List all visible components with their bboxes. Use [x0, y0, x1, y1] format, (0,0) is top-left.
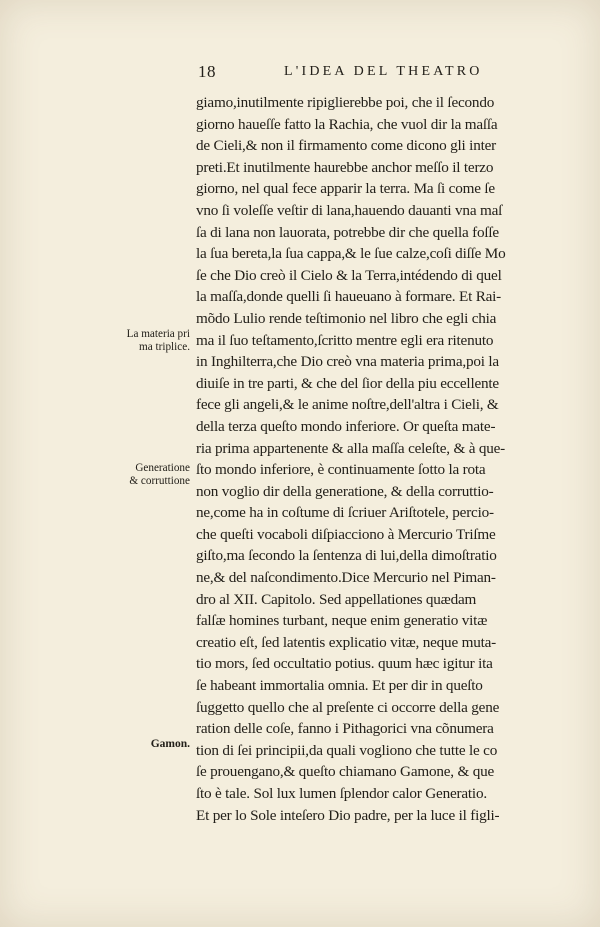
text-line: giamo,inutilmente ripiglierebbe poi, che il ſecondo	[196, 94, 495, 111]
text-line: ne,come ha in coſtume di ſcriuer Ariſtotele, percio-	[196, 504, 494, 522]
page-header	[198, 62, 483, 86]
text-line: che queſti vocaboli diſpiacciono à Mercurio Triſme	[196, 525, 496, 543]
text-line: ration delle coſe, fanno i Pithagorici vna cõnumera	[196, 720, 494, 738]
margin-note-line: Gamon.	[150, 738, 190, 750]
margin-note-line: La materia pri	[126, 328, 190, 340]
text-line: ſa di lana non lauorata, potrebbe dir che quella foſſe	[196, 223, 499, 241]
text-line: ſe prouengano,& queſto chiamano Gamone, & que	[196, 763, 495, 781]
margin-note-line: ma triplice.	[139, 341, 190, 353]
running-title: L'IDEA DEL THEATRO	[284, 64, 483, 79]
text-line: Et per lo Sole inteſero Dio padre, per la luce il figli-	[196, 806, 500, 824]
text-line: falſæ homines turbant, neque enim generatio vitæ	[196, 612, 488, 630]
margin-note-generatione	[110, 462, 190, 488]
margin-note-materia	[110, 328, 190, 354]
text-line: ſto è tale. Sol lux lumen ſplendor calor Generatio.	[196, 785, 487, 802]
text-line: della terza queſto mondo inferiore. Or queſta mate-	[196, 417, 496, 435]
margin-note-line: & corruttione	[129, 475, 190, 487]
text-line: giorno, nel qual fece apparir la terra. Ma ſi come ſe	[196, 180, 495, 198]
text-line: in Inghilterra,che Dio creò vna materia prima,poi la	[196, 353, 499, 371]
text-line: diuiſe in tre parti, & che del ſior della piu eccellente	[196, 374, 499, 392]
text-line: la ſua bereta,la ſua cappa,& le ſue calze,coſi diſſe Mo	[196, 245, 506, 263]
text-line: fece gli angeli,& le anime noſtre,dell'altra i Cieli, &	[196, 396, 499, 414]
text-line: vno ſi voleſſe veſtir di lana,hauendo dauanti vna maſ	[196, 201, 503, 219]
body-text	[196, 92, 576, 826]
page-number: 18	[198, 62, 216, 81]
text-line: preti.Et inutilmente haurebbe anchor meſſo il terzo	[196, 158, 494, 176]
text-line: la maſſa,donde quelli ſi haueuano à formare. Et Rai-	[196, 288, 502, 306]
text-line: dro al XII. Capitolo. Sed appellationes quædam	[196, 590, 477, 608]
text-line: ſuggetto quello che al preſente ci occorre della gene	[196, 698, 500, 716]
text-line: non voglio dir della generatione, & della corruttio-	[196, 482, 494, 500]
text-line: ſe habeant immortalia omnia. Et per dir in queſto	[196, 677, 483, 695]
text-line: tio mors, ſed occultatio potius. quum hæc igitur ita	[196, 655, 493, 673]
text-line: creatio eſt, ſed latentis explicatio vitæ, neque muta-	[196, 633, 497, 651]
text-line: de Cieli,& non il firmamento come dicono gli inter	[196, 137, 497, 155]
text-line: ſe che Dio creò il Cielo & la Terra,intédendo di quel	[196, 266, 502, 284]
text-line: tion di ſei principii,da quali vogliono che tutte le co	[196, 741, 498, 759]
text-line: ria prima appartenente & alla maſſa celeſte, & à que-	[196, 439, 506, 457]
text-line: giſto,ma ſecondo la ſentenza di lui,della dimoſtratio	[196, 547, 497, 565]
margin-note-gamon	[110, 738, 190, 751]
margin-note-line: Generatione	[135, 462, 190, 474]
text-line: mõdo Lulio rende teſtimonio nel libro che egli chia	[196, 309, 497, 327]
text-line: ma il ſuo teſtamento,ſcritto mentre egli era ritenuto	[196, 331, 494, 349]
text-line: ſto mondo inferiore, è continuamente ſotto la rota	[196, 461, 486, 479]
text-line: ne,& del naſcondimento.Dice Mercurio nel Piman-	[196, 569, 496, 587]
text-line: giorno haueſſe fatto la Rachia, che vuol dir la maſſa	[196, 115, 498, 133]
